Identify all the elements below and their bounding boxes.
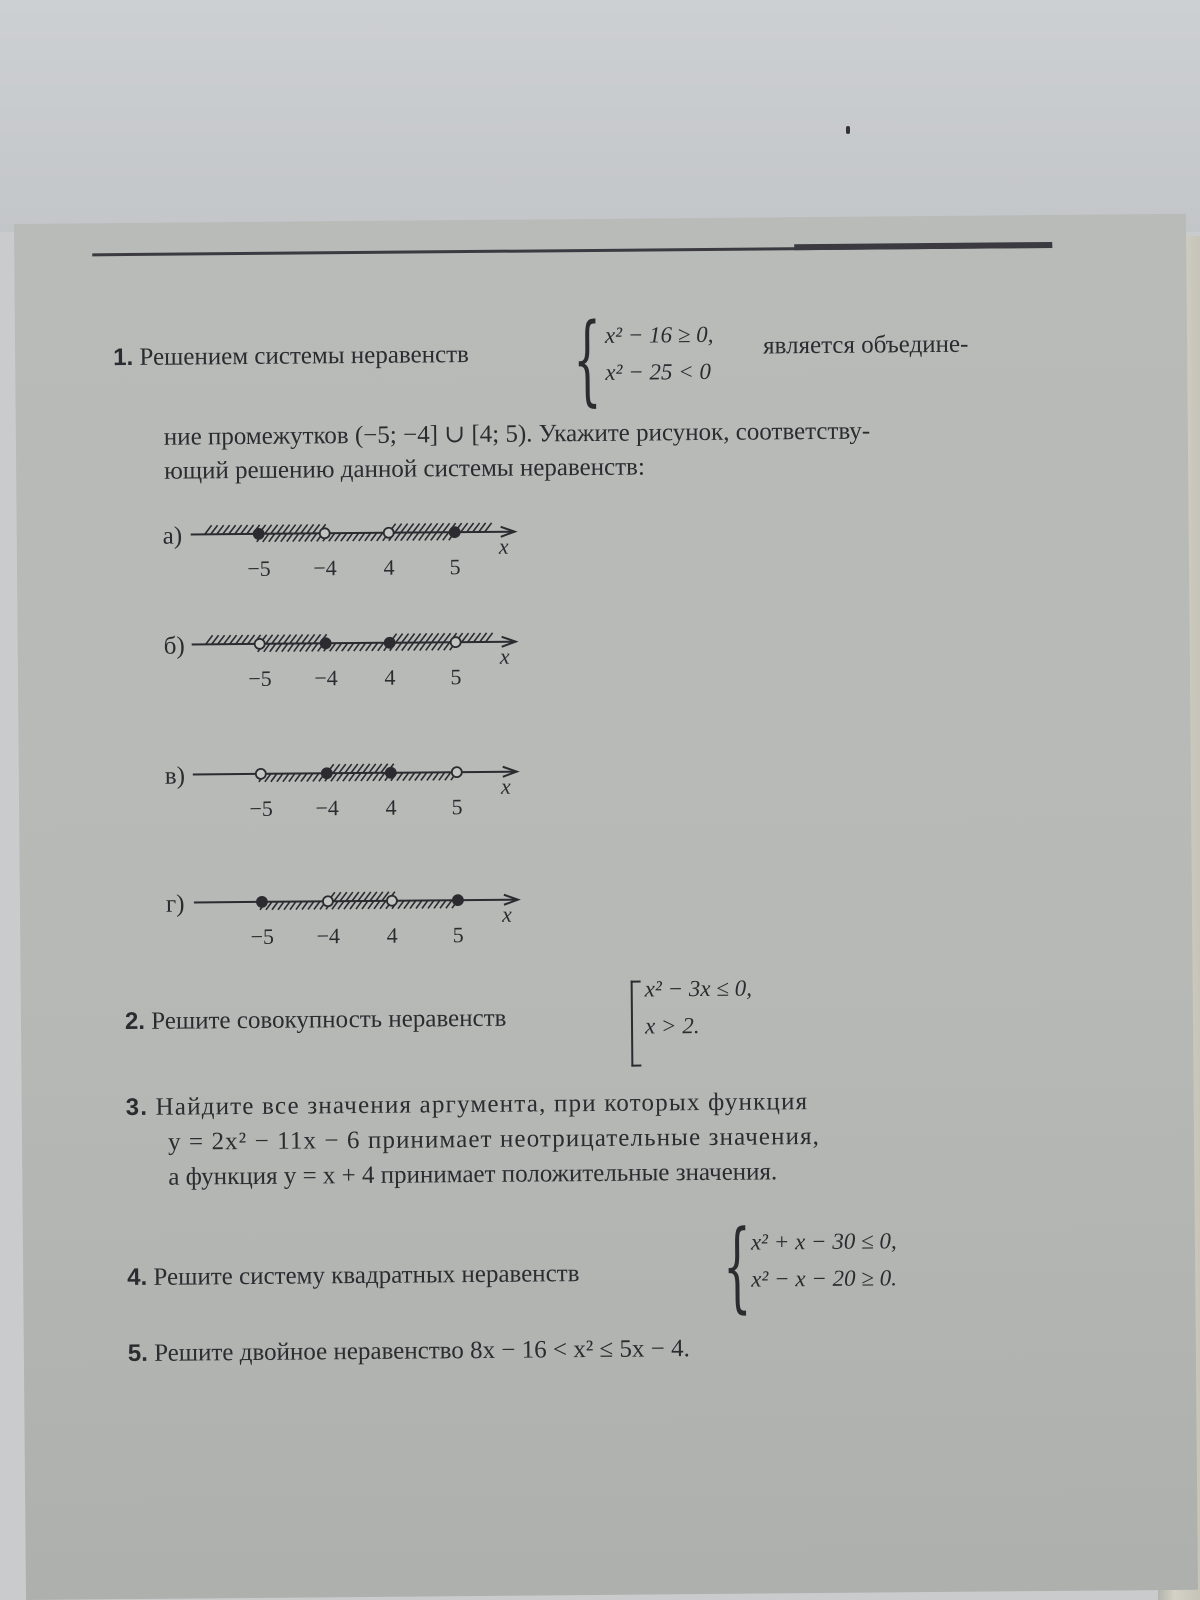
open-point xyxy=(452,767,462,777)
collection-line-1: x² − 3x ≤ 0, xyxy=(644,975,753,1002)
problem-number: 1. xyxy=(113,343,134,372)
tick-label: −4 xyxy=(316,923,341,949)
option-b-label: б) xyxy=(163,632,185,660)
filled-point xyxy=(321,638,331,648)
tick-label: 4 xyxy=(384,664,396,690)
tick-label: −5 xyxy=(247,555,271,581)
problem-1-line-2: ние промежутков (−5; −4] ∪ [4; 5). Укажите рисунок, соответству- xyxy=(163,417,871,451)
system-line-1: x² + x − 30 ≤ 0, xyxy=(750,1228,897,1255)
filled-point xyxy=(453,895,463,905)
tick-label: −4 xyxy=(314,665,338,691)
system-line-2: x² − x − 20 ≥ 0. xyxy=(751,1265,898,1292)
tick-label: 4 xyxy=(385,794,397,820)
problem-1-system xyxy=(605,316,714,391)
open-point xyxy=(320,528,330,538)
open-point xyxy=(451,637,461,647)
top-rule-accent xyxy=(794,242,1052,250)
filled-point xyxy=(386,768,396,778)
problem-1-line-3: ющий решению данной системы неравенств: xyxy=(164,453,645,485)
tick-label: −5 xyxy=(249,795,273,821)
open-point xyxy=(255,639,265,649)
system-brace: { xyxy=(722,1209,752,1324)
tick-label: 5 xyxy=(450,664,462,690)
open-point xyxy=(323,896,333,906)
option-c-label: в) xyxy=(164,762,186,790)
hatch-above xyxy=(206,634,327,644)
filled-point xyxy=(385,638,395,648)
tick-label: −5 xyxy=(250,923,275,949)
option-b-number-line xyxy=(185,611,536,704)
option-d-label: г) xyxy=(165,890,185,918)
option-c-number-line xyxy=(187,741,538,834)
problem-4-system xyxy=(751,1222,897,1297)
problem-text: Найдите все значения аргумента, при которых функция xyxy=(155,1088,809,1121)
tick-label: 4 xyxy=(383,554,395,580)
problem-2-lead xyxy=(125,1002,507,1038)
open-point xyxy=(256,769,266,779)
problem-1-lead xyxy=(113,338,469,374)
option-a-number-line xyxy=(184,501,535,594)
problem-3-line-1 xyxy=(126,1085,809,1124)
system-line-1: x² − 16 ≥ 0, xyxy=(604,321,714,348)
option-d-number-line xyxy=(188,869,539,962)
tick-label: 4 xyxy=(386,922,398,948)
tick-label: 5 xyxy=(452,922,464,948)
tick-label: −4 xyxy=(315,795,339,821)
problem-3-line-3: а функция y = x + 4 принимает положительные значения. xyxy=(168,1158,778,1191)
problem-4-lead xyxy=(127,1257,580,1294)
problem-number: 2. xyxy=(124,1007,146,1036)
tick-label: −4 xyxy=(313,555,337,581)
option-a-label: а) xyxy=(162,522,183,550)
tick-label: 5 xyxy=(449,554,461,580)
hatch-above xyxy=(205,524,326,534)
system-line-2: x² − 25 < 0 xyxy=(605,358,712,385)
problem-text: Решите двойное неравенство 8x − 16 < x² ≤ 5x − 4. xyxy=(154,1335,690,1367)
filled-point xyxy=(450,527,460,537)
axis-variable-label: x xyxy=(500,773,511,799)
open-point xyxy=(387,896,397,906)
book-page xyxy=(14,214,1198,1600)
dust-speck xyxy=(846,126,850,134)
problem-3-line-2: y = 2x² − 11x − 6 принимает неотрицательные значения, xyxy=(167,1123,821,1156)
problem-text: Решите систему квадратных неравенств xyxy=(153,1260,580,1291)
problem-number: 3. xyxy=(125,1093,149,1122)
problem-5 xyxy=(128,1332,690,1370)
problem-number: 4. xyxy=(127,1263,148,1292)
axis-variable-label: x xyxy=(498,533,509,559)
axis-variable-label: x xyxy=(501,901,512,927)
filled-point xyxy=(257,897,267,907)
filled-point xyxy=(322,768,332,778)
open-point xyxy=(384,528,394,538)
system-brace: { xyxy=(572,302,602,418)
problem-text: Решите совокупность неравенств xyxy=(151,1004,507,1035)
problem-2-collection xyxy=(645,970,753,1045)
filled-point xyxy=(254,529,264,539)
problem-text: Решением системы неравенств xyxy=(139,341,469,371)
axis-variable-label: x xyxy=(499,643,510,669)
tick-label: −5 xyxy=(248,665,272,691)
background-surface xyxy=(0,0,1200,232)
problem-number: 5. xyxy=(127,1339,148,1368)
problem-1-tail: является объедине- xyxy=(762,330,969,360)
tick-label: 5 xyxy=(451,794,463,820)
collection-bracket xyxy=(631,981,642,1067)
collection-line-2: x > 2. xyxy=(644,1013,700,1039)
